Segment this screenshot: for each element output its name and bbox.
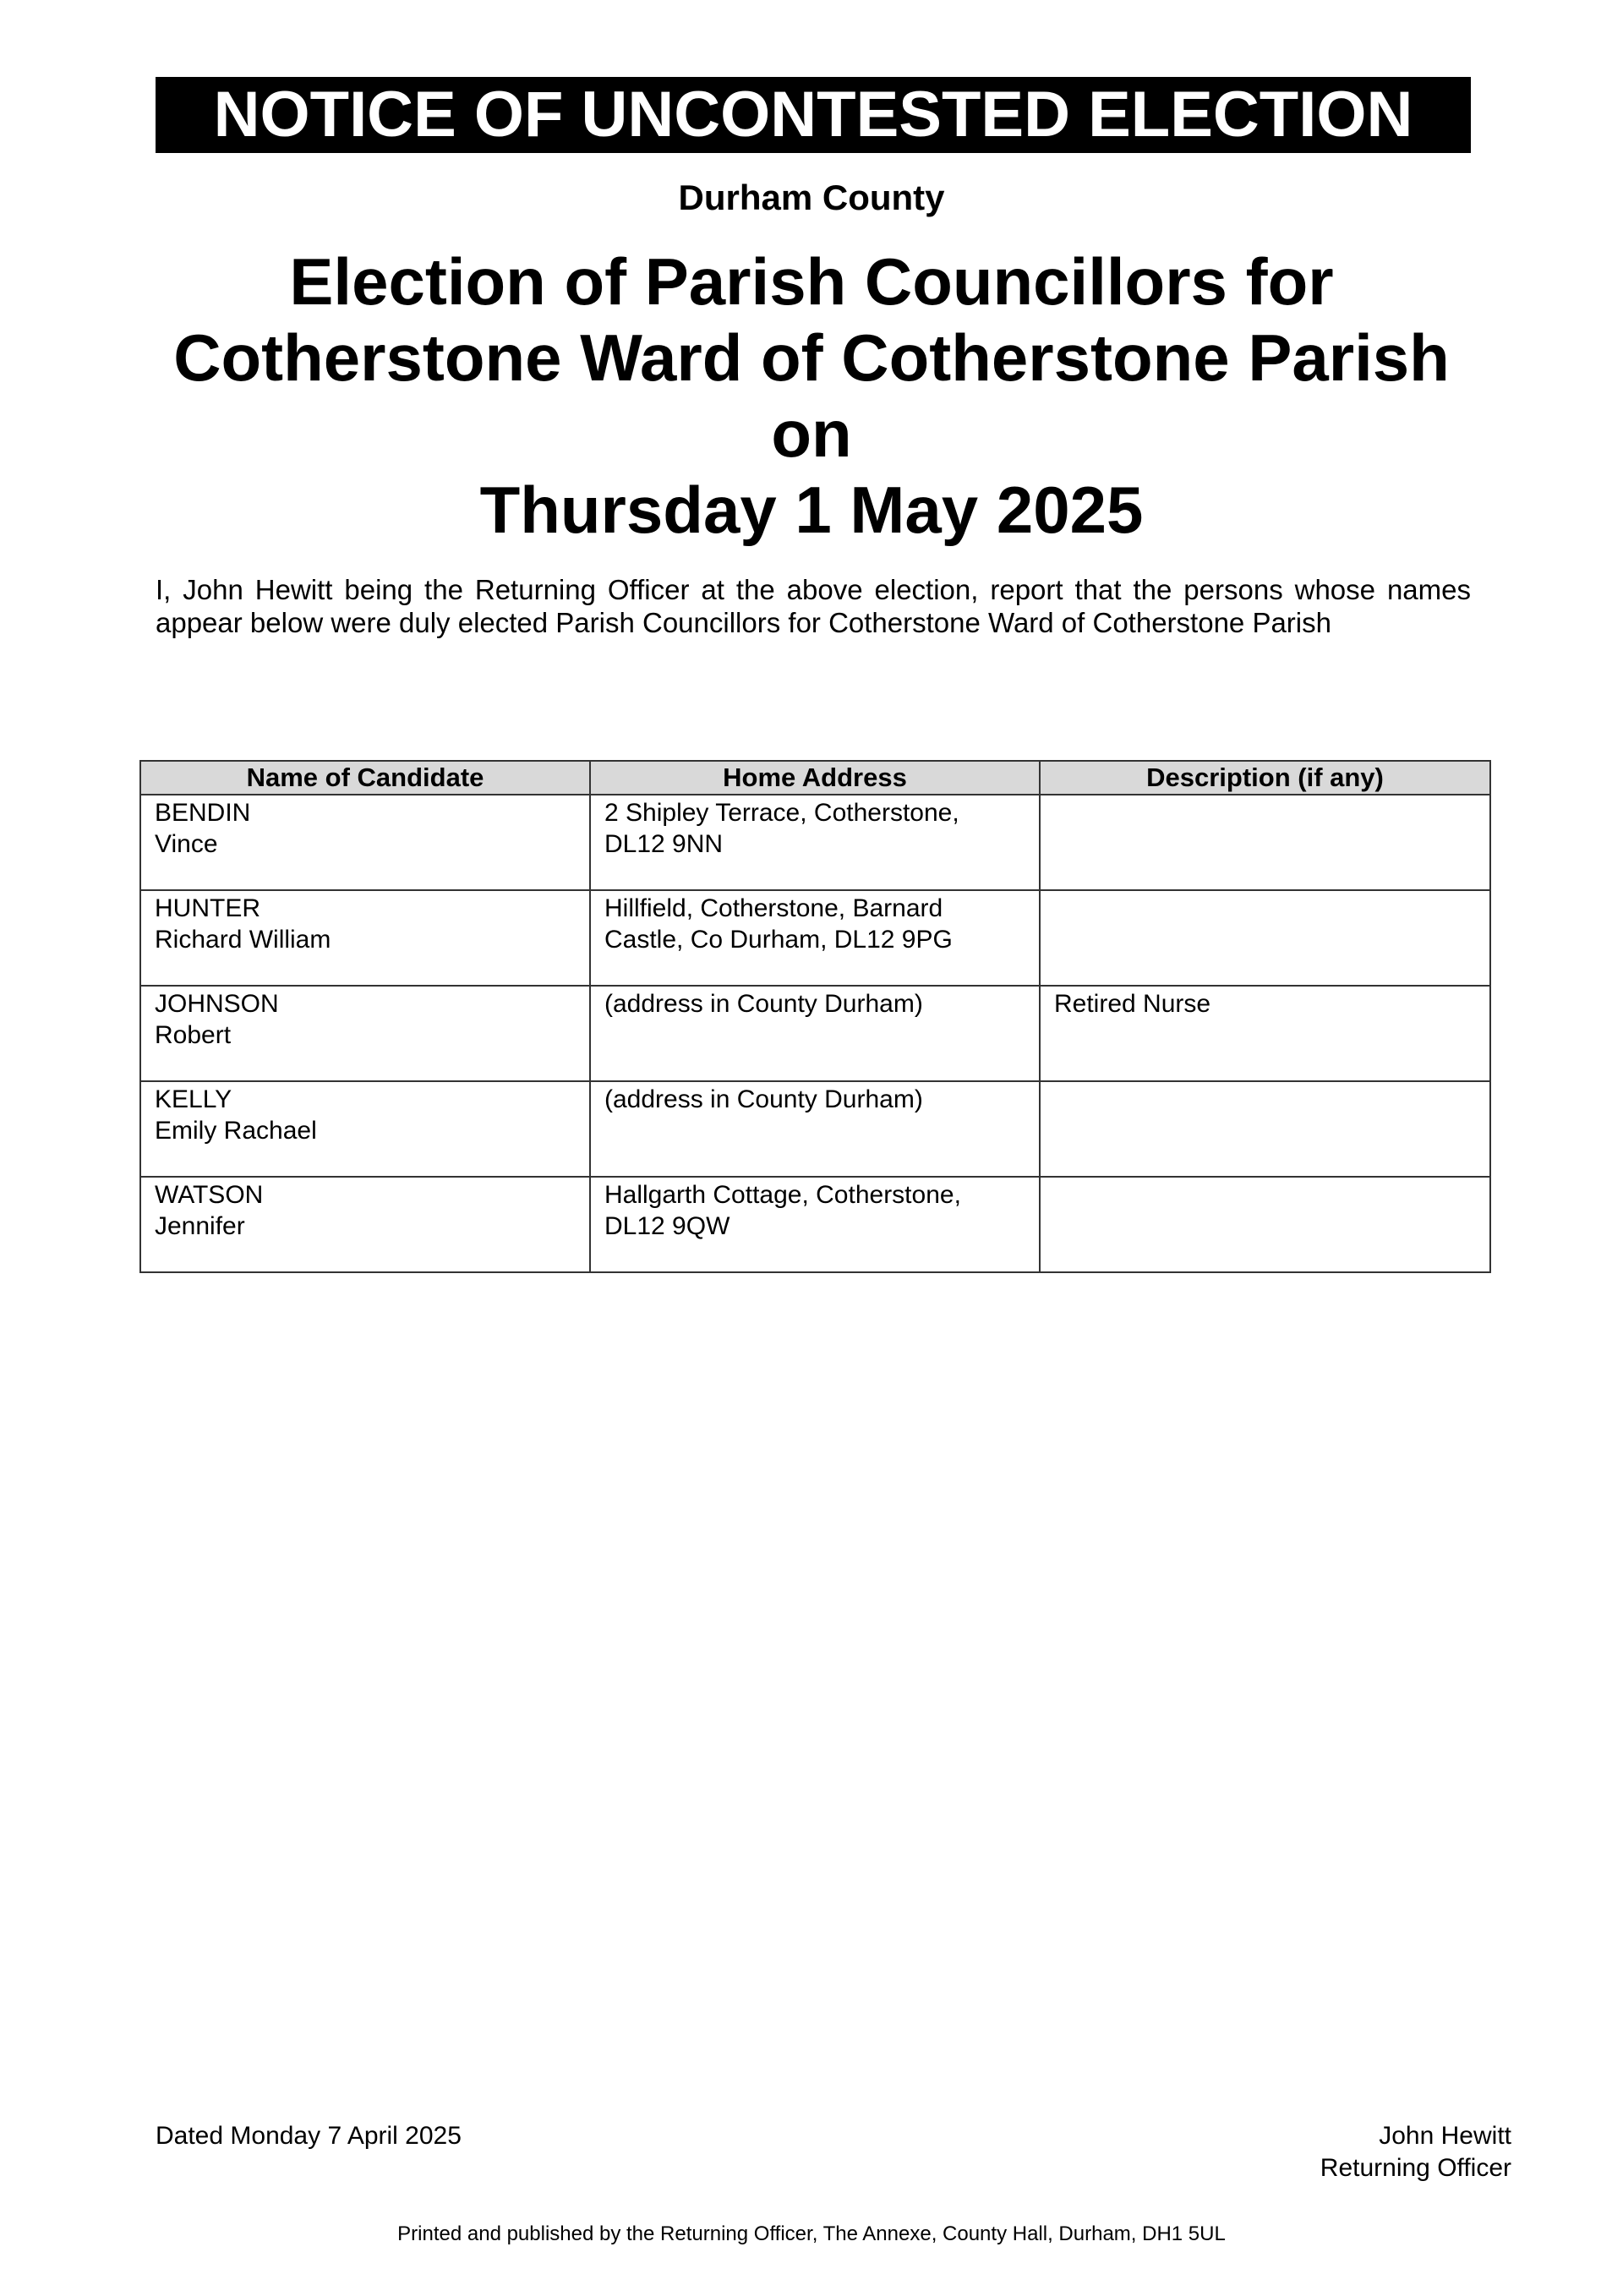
candidate-forenames: Jennifer xyxy=(155,1212,245,1240)
address-line: (address in County Durham) xyxy=(604,1085,923,1113)
candidate-address-cell xyxy=(590,1177,1040,1272)
address-line: Hillfield, Cotherstone, Barnard xyxy=(604,894,943,922)
column-header-address: Home Address xyxy=(590,761,1040,795)
address-line: Castle, Co Durham, DL12 9PG xyxy=(604,926,953,954)
table-row xyxy=(140,890,1490,986)
candidate-name-cell xyxy=(140,890,590,986)
address-line: Hallgarth Cottage, Cotherstone, xyxy=(604,1181,961,1209)
candidate-address-cell xyxy=(590,795,1040,890)
address-line: (address in County Durham) xyxy=(604,990,923,1018)
title-line-4-date: Thursday 1 May 2025 xyxy=(479,473,1144,547)
column-header-description: Description (if any) xyxy=(1040,761,1490,795)
officer-title: Returning Officer xyxy=(1320,2154,1511,2182)
address-line: 2 Shipley Terrace, Cotherstone, xyxy=(604,799,959,827)
candidate-forenames: Richard William xyxy=(155,926,331,954)
candidate-surname: BENDIN xyxy=(155,799,251,827)
officer-name: John Hewitt xyxy=(1379,2122,1511,2150)
candidate-surname: WATSON xyxy=(155,1181,264,1209)
dated-line: Dated Monday 7 April 2025 xyxy=(156,2122,462,2150)
candidate-forenames: Vince xyxy=(155,830,218,858)
candidate-address-cell xyxy=(590,890,1040,986)
candidate-address-cell xyxy=(590,1081,1040,1177)
table-row xyxy=(140,1177,1490,1272)
candidate-name-cell xyxy=(140,1177,590,1272)
candidate-surname: KELLY xyxy=(155,1085,232,1113)
address-line: DL12 9QW xyxy=(604,1212,730,1240)
candidate-description-cell xyxy=(1040,1177,1490,1272)
table-row xyxy=(140,795,1490,890)
candidate-address-cell xyxy=(590,986,1040,1081)
candidate-surname: HUNTER xyxy=(155,894,260,922)
candidate-name-cell xyxy=(140,986,590,1081)
candidate-forenames: Emily Rachael xyxy=(155,1117,317,1145)
authority-name: Durham County xyxy=(678,178,945,217)
returning-officer-signoff xyxy=(1320,2120,1511,2184)
address-line: DL12 9NN xyxy=(604,830,724,858)
table-row xyxy=(140,1081,1490,1177)
election-title xyxy=(0,243,1623,548)
elected-candidates-table xyxy=(139,760,1491,1273)
candidate-surname: JOHNSON xyxy=(155,990,279,1018)
title-line-3: on xyxy=(771,396,852,471)
candidate-name-cell xyxy=(140,1081,590,1177)
column-header-name: Name of Candidate xyxy=(140,761,590,795)
candidate-description-cell xyxy=(1040,795,1490,890)
candidate-description-cell xyxy=(1040,890,1490,986)
candidate-forenames: Robert xyxy=(155,1021,232,1049)
imprint-line: Printed and published by the Returning Officer, The Annexe, County Hall, Durham, DH1 5UL xyxy=(397,2222,1226,2245)
intro-paragraph: I, John Hewitt being the Returning Officer at the above election, report that the persons whose names appear below were duly elected Parish Councillors for Cotherstone Ward of Cotherstone Parish xyxy=(156,574,1471,638)
title-line-2: Cotherstone Ward of Cotherstone Parish xyxy=(173,320,1450,395)
candidate-description-cell: Retired Nurse xyxy=(1040,986,1490,1081)
notice-banner: NOTICE OF UNCONTESTED ELECTION xyxy=(156,77,1471,153)
table-header-row xyxy=(140,761,1490,795)
candidate-name-cell xyxy=(140,795,590,890)
table-row xyxy=(140,986,1490,1081)
candidate-description-cell xyxy=(1040,1081,1490,1177)
title-line-1: Election of Parish Councillors for xyxy=(289,244,1334,319)
